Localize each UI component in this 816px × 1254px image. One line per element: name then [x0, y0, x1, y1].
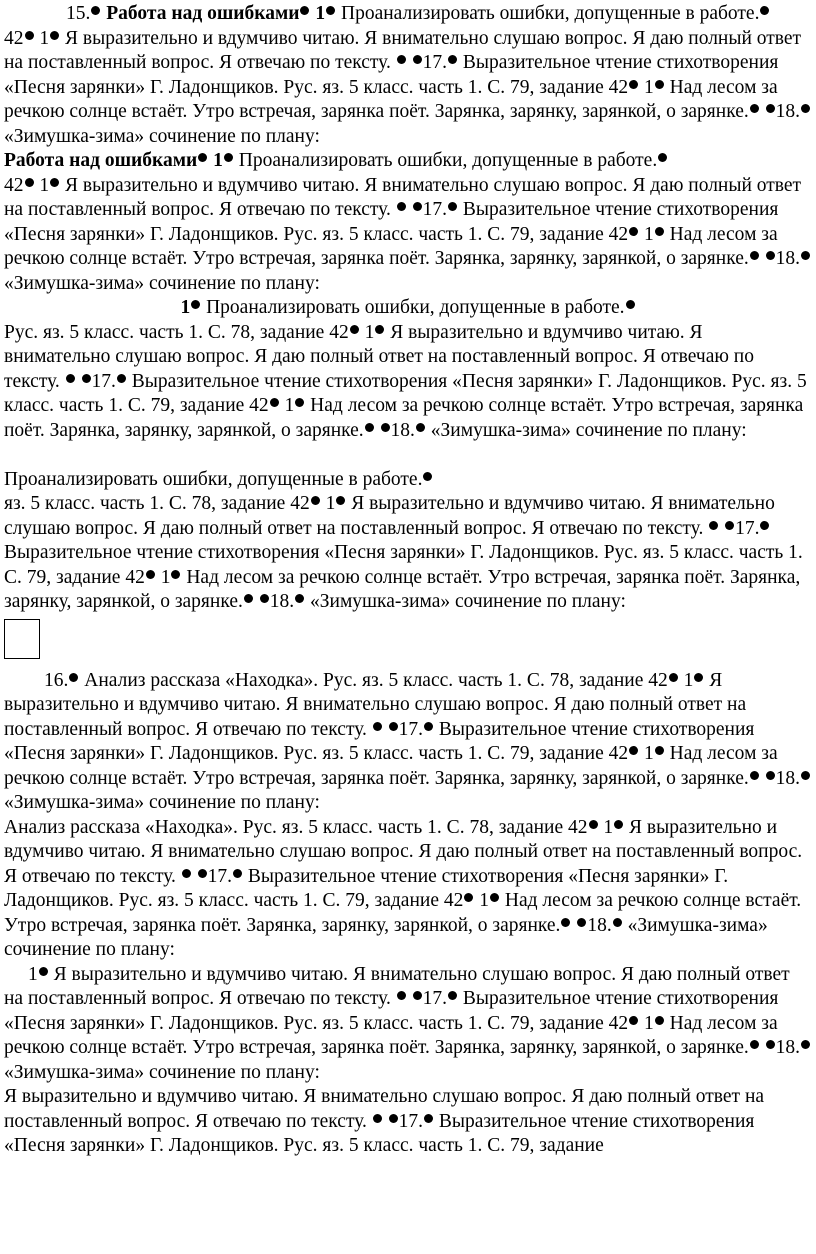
- bullet-dot-icon: [448, 55, 457, 64]
- bullet-dot-icon: [464, 893, 473, 902]
- text-run: 16.: [44, 669, 69, 691]
- text-run: 17.: [422, 988, 447, 1009]
- bullet-dot-icon: [50, 31, 59, 40]
- bullet-dot-icon: [381, 423, 390, 432]
- text-run: [375, 420, 380, 441]
- bullet-dot-icon: [198, 153, 207, 162]
- bullet-dot-icon: [375, 325, 384, 334]
- bullet-dot-icon: [725, 521, 734, 530]
- document-page: [4, 2, 812, 1159]
- bullet-dot-icon: [224, 153, 233, 162]
- bullet-dot-icon: [50, 178, 59, 187]
- bullet-dot-icon: [766, 251, 775, 260]
- text-run: Над лесом за речкою солнце встаёт. Утро встречая, зарянка поёт. Зарянка, зарянку, зарянкой, о зарянке.: [4, 76, 778, 122]
- text-run: 1: [34, 174, 50, 196]
- bullet-dot-icon: [295, 594, 304, 603]
- bullet-dot-icon: [766, 771, 775, 780]
- text-run: «Зимушка-зима» сочинение по плану:: [4, 1061, 320, 1083]
- paragraph: [4, 321, 812, 444]
- text-run: [407, 988, 412, 1009]
- text-run: 17.: [91, 370, 116, 392]
- text-run: «Зимушка-зима» сочинение по плану:: [4, 125, 320, 147]
- bullet-dot-icon: [413, 991, 422, 1000]
- text-run: Проанализировать ошибки, допущенные в работе.: [233, 150, 658, 171]
- bullet-dot-icon: [561, 918, 570, 927]
- text-run: 1: [639, 1012, 654, 1034]
- bullet-dot-icon: [801, 251, 810, 260]
- paragraph: [4, 963, 812, 1086]
- text-run: [407, 199, 412, 220]
- text-run: Выразительное чтение стихотворения «Песня зарянки» Г. Ладонщиков. Рус. яз. 5 класс. часть 1. С. 79, задание 42: [4, 52, 779, 98]
- bullet-dot-icon: [25, 31, 34, 40]
- text-run: [76, 371, 81, 392]
- text-run: 17.: [207, 865, 233, 887]
- text-run: Над лесом за речкою солнце встаёт. Утро встречая, зарянка поёт. Зарянка, зарянку, зарянкой, о зарянке.: [4, 395, 804, 441]
- bullet-dot-icon: [270, 398, 279, 407]
- text-run: 17.: [398, 718, 424, 740]
- text-run: [192, 866, 197, 887]
- bullet-dot-icon: [82, 374, 91, 383]
- bullet-dot-icon: [91, 6, 100, 15]
- text-run: 18.: [775, 767, 800, 789]
- text-run: Анализ рассказа «Находка». Рус. яз. 5 класс. часть 1. С. 78, задание 42: [79, 669, 668, 691]
- bold-text: Работа над ошибками: [4, 150, 198, 171]
- bullet-dot-icon: [146, 570, 155, 579]
- bullet-dot-icon: [658, 153, 667, 162]
- bullet-dot-icon: [448, 202, 457, 211]
- bullet-dot-icon: [766, 104, 775, 113]
- bullet-dot-icon: [760, 6, 769, 15]
- text-run: 15.: [66, 3, 91, 24]
- text-run: Выразительное чтение стихотворения «Песня зарянки» Г. Ладонщиков. Рус. яз. 5 класс. часть 1. С. 79, задание 42: [4, 718, 755, 764]
- bullet-dot-icon: [655, 746, 664, 755]
- bullet-dot-icon: [311, 496, 320, 505]
- text-run: Рус. яз. 5 класс. часть 1. С. 78, задание 42: [4, 321, 349, 343]
- text-run: 1: [155, 566, 171, 588]
- text-run: 17.: [422, 199, 447, 220]
- bullet-dot-icon: [629, 1016, 638, 1025]
- bullet-dot-icon: [750, 104, 759, 113]
- paragraph: [4, 149, 812, 174]
- text-run: 18.: [390, 419, 415, 441]
- text-run: [383, 1111, 388, 1132]
- bullet-dot-icon: [413, 202, 422, 211]
- text-run: Над лесом за речкою солнце встаёт. Утро встречая, зарянка поёт. Зарянка, зарянку, зарянкой, о зарянке.: [4, 743, 778, 789]
- bullet-dot-icon: [416, 423, 425, 432]
- text-run: 42: [4, 174, 24, 196]
- text-run: 18.: [775, 1037, 800, 1058]
- bullet-dot-icon: [373, 722, 382, 731]
- text-run: 1: [28, 963, 38, 985]
- bullet-dot-icon: [117, 374, 126, 383]
- text-run: 17.: [735, 517, 760, 539]
- text-run: Я выразительно и вдумчиво читаю. Я внимательно слушаю вопрос. Я даю полный ответ на поставленный вопрос. Я отвечаю по тексту.: [4, 669, 747, 740]
- text-run: Проанализировать ошибки, допущенные в работе.: [336, 3, 760, 24]
- text-run: 17.: [422, 52, 447, 73]
- bullet-dot-icon: [760, 521, 769, 530]
- text-run: 18.: [775, 101, 800, 122]
- text-run: Я выразительно и вдумчиво читаю. Я внимательно слушаю вопрос. Я даю полный ответ на поставленный вопрос. Я отвечаю по тексту.: [4, 816, 803, 887]
- text-run: 1: [678, 669, 694, 691]
- bullet-dot-icon: [448, 991, 457, 1000]
- bullet-dot-icon: [424, 1114, 433, 1123]
- paragraph: [4, 492, 812, 615]
- text-run: [383, 719, 388, 740]
- text-run: Проанализировать ошибки, допущенные в работе.: [201, 297, 625, 318]
- text-run: 1: [639, 76, 654, 98]
- bullet-dot-icon: [423, 472, 432, 481]
- text-run: Выразительное чтение стихотворения «Песня зарянки» Г. Ладонщиков. Рус. яз. 5 класс. часть 1. С. 79, задание 42: [4, 370, 807, 416]
- text-run: [760, 768, 765, 789]
- text-run: 1: [639, 743, 654, 764]
- bullet-dot-icon: [336, 496, 345, 505]
- bullet-dot-icon: [198, 869, 207, 878]
- bullet-dot-icon: [629, 80, 638, 89]
- bullet-dot-icon: [766, 1040, 775, 1049]
- bullet-dot-icon: [260, 594, 269, 603]
- bullet-dot-icon: [397, 55, 406, 64]
- bullet-dot-icon: [389, 1114, 398, 1123]
- bullet-dot-icon: [490, 893, 499, 902]
- bullet-dot-icon: [629, 746, 638, 755]
- text-run: «Зимушка-зима» сочинение по плану:: [4, 272, 320, 294]
- text-run: «Зимушка-зима» сочинение по плану:: [425, 419, 747, 441]
- bullet-dot-icon: [66, 374, 75, 383]
- bullet-dot-icon: [750, 251, 759, 260]
- text-run: «Зимушка-зима» сочинение по плану:: [305, 591, 626, 612]
- text-run: Я выразительно и вдумчиво читаю. Я внимательно слушаю вопрос. Я даю полный ответ на поставленный вопрос. Я отвечаю по тексту.: [4, 493, 775, 539]
- text-run: Проанализировать ошибки, допущенные в работе.: [4, 468, 423, 490]
- bullet-dot-icon: [300, 6, 309, 15]
- paragraph: [4, 669, 812, 816]
- text-run: Выразительное чтение стихотворения «Песня зарянки» Г. Ладонщиков. Рус. яз. 5 класс. часть 1. С. 79, задание 42: [4, 988, 779, 1034]
- text-run: 42: [4, 27, 24, 49]
- bullet-dot-icon: [389, 722, 398, 731]
- bullet-dot-icon: [655, 80, 664, 89]
- text-run: 18.: [587, 914, 612, 936]
- bold-text: 1: [180, 297, 191, 318]
- text-run: [407, 52, 412, 73]
- text-run: Выразительное чтение стихотворения «Песня зарянки» Г. Ладонщиков. Рус. яз. 5 класс. часть 1. С. 79, задание: [4, 1110, 755, 1156]
- bullet-dot-icon: [424, 722, 433, 731]
- text-run: 1: [320, 493, 336, 514]
- bullet-dot-icon: [629, 227, 638, 236]
- text-run: 1: [474, 890, 489, 911]
- text-run: 1: [598, 816, 614, 838]
- text-run: 1: [359, 321, 375, 343]
- bullet-dot-icon: [233, 869, 242, 878]
- bold-text: 1: [213, 150, 223, 171]
- text-run: Над лесом за речкою солнце встаёт. Утро встречая, зарянка поёт. Зарянка, зарянку, зарянкой, о зарянке.: [4, 1012, 778, 1058]
- text-run: «Зимушка-зима» сочинение по плану:: [4, 914, 768, 960]
- text-run: Выразительное чтение стихотворения «Песня зарянки» Г. Ладонщиков. Рус. яз. 5 класс. часть 1. С. 79, задание 42: [4, 865, 729, 911]
- text-run: [571, 915, 576, 936]
- bullet-dot-icon: [39, 967, 48, 976]
- paragraph: [4, 174, 812, 297]
- text-run: яз. 5 класс. часть 1. С. 78, задание 42: [4, 493, 310, 514]
- text-run: [719, 518, 724, 539]
- blank-line: [4, 443, 812, 468]
- bold-text: 1: [315, 3, 326, 24]
- bullet-dot-icon: [25, 178, 34, 187]
- paragraph: [4, 2, 812, 27]
- paragraph: [4, 1085, 812, 1159]
- text-run: Я выразительно и вдумчиво читаю. Я внимательно слушаю вопрос. Я даю полный ответ на поставленный вопрос. Я отвечаю по тексту.: [4, 27, 802, 73]
- text-run: Выразительное чтение стихотворения «Песня зарянки» Г. Ладонщиков. Рус. яз. 5 класс. часть 1. С. 79, задание 42: [4, 542, 803, 588]
- text-run: Я выразительно и вдумчиво читаю. Я внимательно слушаю вопрос. Я даю полный ответ на поставленный вопрос. Я отвечаю по тексту.: [4, 321, 754, 392]
- bullet-dot-icon: [750, 1040, 759, 1049]
- bullet-dot-icon: [326, 6, 335, 15]
- paragraph: [4, 816, 812, 963]
- text-run: Над лесом за речкою солнце встаёт. Утро встречая, зарянка поёт. Зарянка, зарянку, зарянкой, о зарянке.: [4, 566, 801, 612]
- paragraph: [4, 468, 812, 493]
- bullet-dot-icon: [413, 55, 422, 64]
- bullet-dot-icon: [801, 1040, 810, 1049]
- bullet-dot-icon: [750, 771, 759, 780]
- text-run: 1: [34, 27, 50, 49]
- bullet-dot-icon: [373, 1114, 382, 1123]
- text-run: Выразительное чтение стихотворения «Песня зарянки» Г. Ладонщиков. Рус. яз. 5 класс. часть 1. С. 79, задание 42: [4, 199, 779, 245]
- bullet-dot-icon: [655, 227, 664, 236]
- bullet-dot-icon: [397, 202, 406, 211]
- text-run: 18.: [269, 591, 295, 612]
- text-run: Над лесом за речкою солнце встаёт. Утро встречая, зарянка поёт. Зарянка, зарянку, зарянкой, о зарянке.: [4, 223, 778, 269]
- text-run: 1: [639, 223, 654, 245]
- bullet-dot-icon: [669, 673, 678, 682]
- paragraph: [4, 27, 812, 150]
- bullet-dot-icon: [614, 820, 623, 829]
- bullet-dot-icon: [182, 869, 191, 878]
- text-run: Я выразительно и вдумчиво читаю. Я внимательно слушаю вопрос. Я даю полный ответ на поставленный вопрос. Я отвечаю по тексту.: [4, 963, 790, 1009]
- text-run: Над лесом за речкою солнце встаёт. Утро встречая, зарянка поёт. Зарянка, зарянку, зарянкой, о зарянке.: [4, 890, 802, 936]
- text-run: [760, 248, 765, 269]
- empty-box: [4, 619, 40, 659]
- bullet-dot-icon: [577, 918, 586, 927]
- bullet-dot-icon: [626, 300, 635, 309]
- text-run: Я выразительно и вдумчиво читаю. Я внимательно слушаю вопрос. Я даю полный ответ на поставленный вопрос. Я отвечаю по тексту.: [4, 174, 802, 220]
- bullet-dot-icon: [191, 300, 200, 309]
- text-run: Анализ рассказа «Находка». Рус. яз. 5 класс. часть 1. С. 78, задание 42: [4, 816, 588, 838]
- bullet-dot-icon: [69, 673, 78, 682]
- bold-text: Работа над ошибками: [106, 3, 300, 24]
- text-run: Я выразительно и вдумчиво читаю. Я внимательно слушаю вопрос. Я даю полный ответ на поставленный вопрос. Я отвечаю по тексту.: [4, 1086, 765, 1132]
- text-run: [760, 101, 765, 122]
- bullet-dot-icon: [589, 820, 598, 829]
- text-run: 18.: [775, 248, 800, 269]
- text-run: 1: [279, 395, 295, 416]
- bullet-dot-icon: [709, 521, 718, 530]
- bullet-dot-icon: [244, 594, 253, 603]
- bullet-dot-icon: [295, 398, 304, 407]
- text-run: [254, 591, 259, 612]
- bullet-dot-icon: [171, 570, 180, 579]
- text-run: [760, 1037, 765, 1058]
- bullet-dot-icon: [397, 991, 406, 1000]
- text-run: 17.: [398, 1110, 424, 1132]
- bullet-dot-icon: [350, 325, 359, 334]
- bullet-dot-icon: [655, 1016, 664, 1025]
- bullet-dot-icon: [801, 104, 810, 113]
- bullet-dot-icon: [365, 423, 374, 432]
- bullet-dot-icon: [801, 771, 810, 780]
- text-run: «Зимушка-зима» сочинение по плану:: [4, 792, 320, 813]
- paragraph: [4, 296, 812, 321]
- bullet-dot-icon: [613, 918, 622, 927]
- bullet-dot-icon: [694, 673, 703, 682]
